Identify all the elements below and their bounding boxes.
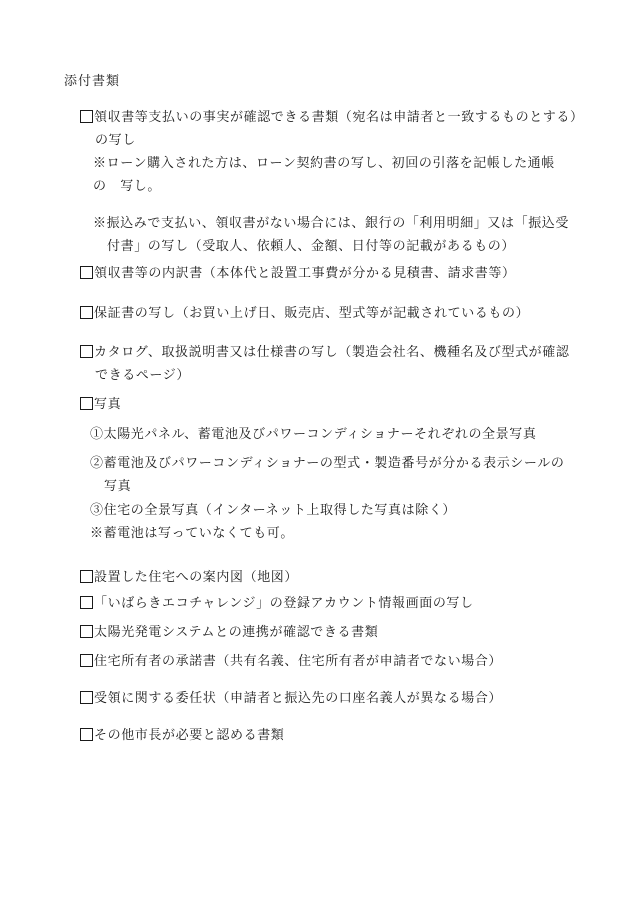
checkbox-icon (80, 266, 93, 279)
list-item-label: 「いばらきエコチャレンジ」の登録アカウント情報画面の写し (94, 596, 474, 611)
list-item-account (80, 592, 585, 615)
list-item-label: 領収書等支払いの事実が確認できる書類（宛名は申請者と一致するものとする）の写し (94, 110, 578, 148)
list-item-warranty (80, 302, 585, 325)
checkbox-icon (80, 654, 93, 667)
list-item-label: 保証書の写し（お買い上げ日、販売店、型式等が記載されているもの） (94, 306, 530, 321)
list-item-catalog (80, 341, 581, 387)
checkbox-icon (80, 110, 93, 123)
list-item-breakdown (80, 262, 585, 285)
list-item-map (80, 566, 585, 589)
list-item-label: 設置した住宅への案内図（地図） (94, 570, 299, 585)
checkbox-icon (80, 570, 93, 583)
list-item-label: 住宅所有者の承諾書（共有名義、住宅所有者が申請者でない場合） (94, 654, 503, 669)
note-text: ②蓄電池及びパワーコンディショナーの型式・製造番号が分かる表示シールの写真 (90, 456, 565, 494)
note-text: ①太陽光パネル、蓄電池及びパワーコンディショナーそれぞれの全景写真 (90, 427, 537, 442)
checkbox-icon (80, 691, 93, 704)
list-item-photo (80, 393, 585, 416)
page-title: 添付書類 (64, 74, 121, 89)
note-text: ※ローン購入された方は、ローン契約書の写し、初回の引落を記帳した通帳の 写し。 (93, 156, 555, 194)
photo-sub-1 (90, 423, 570, 446)
photo-sub-2 (90, 452, 574, 498)
list-item-label: その他市長が必要と認める書類 (94, 728, 285, 743)
list-item-label: 太陽光発電システムとの連携が確認できる書類 (94, 625, 379, 640)
photo-note (90, 522, 570, 545)
list-item-label: 領収書等の内訳書（本体代と設置工事費が分かる見積書、請求書等） (94, 266, 516, 281)
list-item-solar-link (80, 621, 585, 644)
checkbox-icon (80, 596, 93, 609)
note-text: ※振込みで支払い、領収書がない場合には、銀行の「利用明細」又は「振込受付書」の写し（受取人、依頼人、金額、日付等の記載があるもの） (93, 216, 570, 254)
checkbox-icon (80, 625, 93, 638)
checkbox-icon (80, 345, 93, 358)
note-text: ※蓄電池は写っていなくても可。 (90, 526, 295, 541)
list-item-proxy (80, 687, 585, 710)
list-item-label: 受領に関する委任状（申請者と振込先の口座名義人が異なる場合） (94, 691, 503, 706)
list-item-receipt (80, 106, 579, 152)
list-item-label: カタログ、取扱説明書又は仕様書の写し（製造会社名、機種名及び型式が確認できるページ） (94, 345, 570, 383)
note-transfer (93, 212, 577, 258)
list-item-label: 写真 (94, 397, 122, 412)
note-text: ③住宅の全景写真（インターネット上取得した写真は除く） (90, 503, 457, 518)
list-item-other (80, 724, 585, 747)
photo-sub-3 (90, 499, 570, 522)
checkbox-icon (80, 306, 93, 319)
note-loan (93, 152, 563, 198)
checkbox-icon (80, 397, 93, 410)
list-item-owner-consent (80, 650, 585, 673)
checkbox-icon (80, 728, 93, 741)
